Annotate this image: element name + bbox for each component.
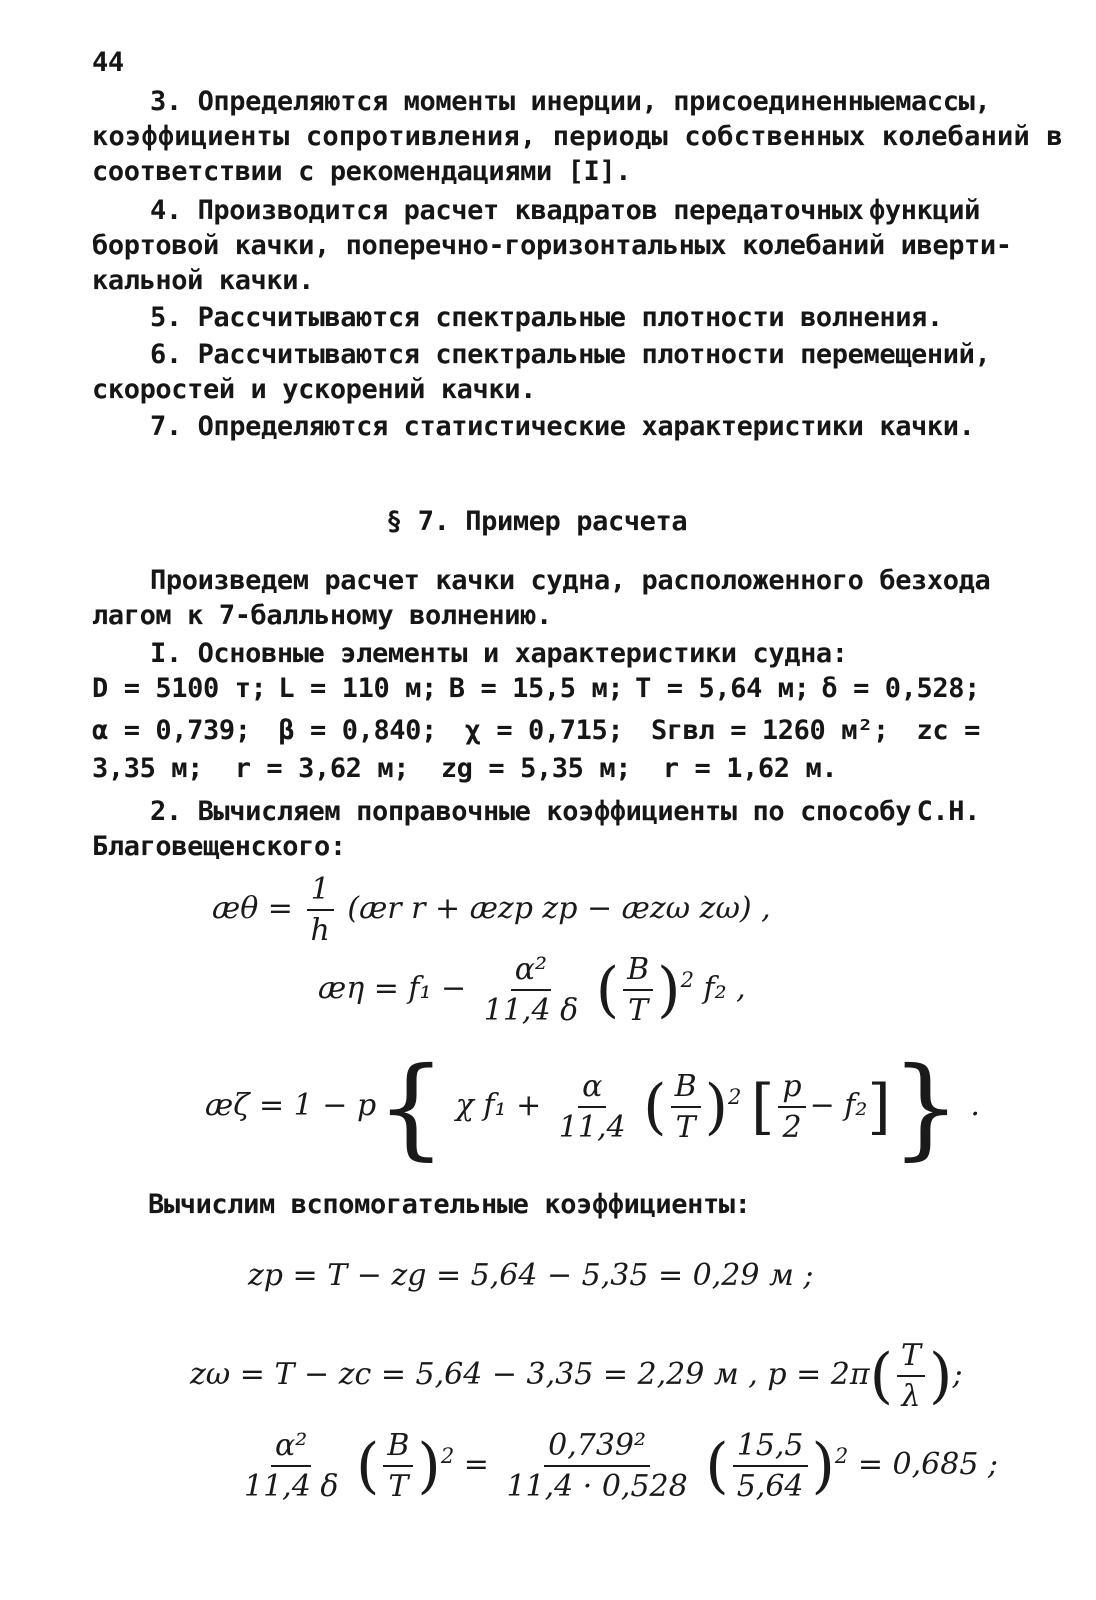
intro-line1: Произведем расчет качки судна, расположенного без хода: [150, 565, 991, 596]
formula-final: $\frac{\text{α²}}{11,4 \delta}$ ( $\frac{B}{T}$ )$^2$ = $\frac{\text{0,739²}}{11,4 \cdot 0,528}$ ( $\frac{15,5}{5,64}$ )$^2$ = 0,685 ;: [244, 1428, 999, 1504]
ship-params-row1: D = 5100 т; L = 110 м; B = 15,5 м; T = 5,64 м; δ = 0,528;: [92, 673, 980, 704]
item4-line2: бортовой качки, поперечно-горизонтальных колебаний и верти-: [92, 230, 1012, 261]
item4-line1: 4. Производится расчет квадратов передаточных функций: [150, 195, 980, 226]
formula-zp: zp = T − zg = 5,64 − 5,35 = 0,29 м ;: [248, 1258, 814, 1293]
aux-heading: Вычислим вспомогательные коэффициенты:: [148, 1189, 751, 1220]
formula-zw: zω = T − zc = 5,64 − 3,35 = 2,29 м , p = 2π( $\frac{T}{\lambda}$ );: [190, 1338, 963, 1414]
formula-zeta: æζ = 1 − p{ χ f₁ + $\frac{\alpha}{11,4}$ ( $\frac{B}{T}$ )$^2$ [ $\frac{p}{2}$ − f₂]} .: [205, 1043, 980, 1171]
step1-heading: I. Основные элементы и характеристики судна:: [150, 638, 848, 669]
item3-line1: 3. Определяются моменты инерции, присоединенные массы,: [150, 86, 991, 117]
page-number: 44: [92, 47, 124, 78]
item3-line2: коэффициенты сопротивления, периоды собственных колебаний в: [92, 121, 1063, 152]
item5: 5. Рассчитываются спектральные плотности волнения.: [150, 302, 943, 333]
item6-line1: 6. Рассчитываются спектральные плотности перемещений,: [150, 339, 991, 370]
item3-line3: соответствии с рекомендациями [I].: [92, 156, 632, 187]
item6-line2: скоростей и ускорений качки.: [92, 374, 536, 405]
item7: 7. Определяются статистические характеристики качки.: [150, 411, 975, 442]
formula-eta: æη = f₁ − $\frac{\text{α²}}{11,4 \delta}$ ( $\frac{B}{T}$ )$^2$ f₂ ,: [318, 952, 746, 1028]
item4-line3: кальной качки.: [92, 265, 314, 296]
step2-line2: Благовещенского:: [92, 831, 346, 862]
ship-params-row3: 3,35 м; r = 3,62 м; zg = 5,35 м; r = 1,62 м.: [92, 753, 838, 784]
formula-theta: æθ = $\frac{1}{h}$ (ær r + æzp zp − æzω zω) ,: [212, 872, 771, 948]
step2-line1: 2. Вычисляем поправочные коэффициенты по способу С.Н.: [150, 796, 980, 827]
section-title: § 7. Пример расчета: [386, 506, 688, 537]
intro-line2: лагом к 7-балльному волнению.: [92, 600, 552, 631]
ship-params-row2: α = 0,739; β = 0,840; χ = 0,715; Sгвл = 1260 м²; zc =: [92, 715, 980, 746]
